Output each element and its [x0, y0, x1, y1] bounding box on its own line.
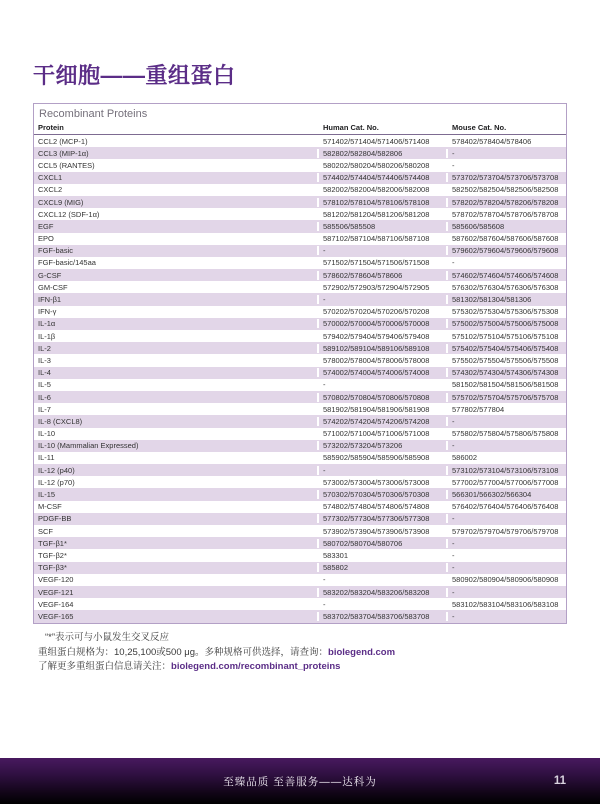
cell-human: 585506/585508 [317, 222, 446, 231]
table-row [34, 440, 566, 452]
table-row [34, 269, 566, 281]
cell-mouse: 587602/587604/587606/587608 [446, 234, 566, 243]
cell-protein: IL-15 [38, 490, 56, 500]
cell-mouse: 575802/575804/575806/575808 [446, 429, 566, 438]
cell-mouse: - [446, 612, 566, 621]
cell-mouse: 574602/574604/574606/574608 [446, 271, 566, 280]
cell-human: 580202/580204/580206/580208 [317, 161, 446, 170]
table-row [34, 318, 566, 330]
cell-mouse: - [446, 149, 566, 158]
column-header-protein: Protein [38, 123, 64, 132]
table-row [34, 208, 566, 220]
cell-mouse: - [446, 588, 566, 597]
table-row [34, 415, 566, 427]
table-row [34, 293, 566, 305]
cell-mouse: 578402/578404/578406 [446, 137, 566, 146]
cell-human: 582002/582004/582006/582008 [317, 185, 446, 194]
cell-mouse: - [446, 539, 566, 548]
table-row [34, 172, 566, 184]
cell-human: 571402/571404/571406/571408 [317, 137, 446, 146]
footnote-more-info [38, 660, 568, 675]
cell-mouse: 586002 [446, 453, 566, 462]
cell-human: - [317, 380, 446, 389]
cell-mouse: 577802/577804 [446, 405, 566, 414]
cell-human: 583202/583204/583206/583208 [317, 588, 446, 597]
biolegend-link[interactable]: biolegend.com [328, 646, 396, 658]
cell-human: 570802/570804/570806/570808 [317, 393, 446, 402]
cell-protein: FGF-basic [38, 246, 74, 256]
footnote-sizes [38, 646, 568, 661]
footer-bar [0, 758, 600, 804]
cell-protein: CXCL12 (SDF-1α) [38, 209, 100, 219]
cell-human: 581202/581204/581206/581208 [317, 210, 446, 219]
table-row [34, 428, 566, 440]
cell-human: 578102/578104/578106/578108 [317, 198, 446, 207]
cell-mouse: - [446, 563, 566, 572]
table-row [34, 476, 566, 488]
cell-human: 570302/570304/570306/570308 [317, 490, 446, 499]
cell-human: - [317, 295, 446, 304]
cell-protein: SCF [38, 526, 53, 536]
footnote-sizes-text: 重组蛋白规格为：10,25,100或500 μg。多种规格可供选择，请查询： [38, 646, 329, 658]
table-row [34, 354, 566, 366]
table-row [34, 537, 566, 549]
cell-mouse: - [446, 441, 566, 450]
cell-protein: IL-5 [38, 380, 51, 390]
cell-human: 579402/579404/579406/579408 [317, 332, 446, 341]
table-row [34, 220, 566, 232]
cell-human: 583301 [317, 551, 446, 560]
table-row [34, 501, 566, 513]
cell-human: - [317, 600, 446, 609]
table-row [34, 196, 566, 208]
cell-human: 570002/570004/570006/570008 [317, 319, 446, 328]
table-row [34, 257, 566, 269]
cell-mouse: 579602/579604/579606/579608 [446, 246, 566, 255]
cell-human: 583702/583704/583706/583708 [317, 612, 446, 621]
table-body [34, 135, 566, 623]
table-row [34, 330, 566, 342]
cell-mouse: - [446, 514, 566, 523]
cell-protein: IL-11 [38, 453, 55, 463]
cell-mouse: 575502/575504/575506/575508 [446, 356, 566, 365]
cell-mouse: 575302/575304/575306/575308 [446, 307, 566, 316]
cell-mouse: 575402/575404/575406/575408 [446, 344, 566, 353]
cell-mouse: 574302/574304/574306/574308 [446, 368, 566, 377]
cell-mouse: 573102/573104/573106/573108 [446, 466, 566, 475]
cell-mouse: 575702/575704/575706/575708 [446, 393, 566, 402]
table-row [34, 184, 566, 196]
cell-mouse: 573702/573704/573706/573708 [446, 173, 566, 182]
cell-mouse: 579702/579704/579706/579708 [446, 527, 566, 536]
cell-human: 580702/580704/580706 [317, 539, 446, 548]
cell-human: 573902/573904/573906/573908 [317, 527, 446, 536]
table-row [34, 391, 566, 403]
cell-protein: IL-8 (CXCL8) [38, 416, 83, 426]
table-row [34, 159, 566, 171]
column-header-human-cat-no: Human Cat. No. [323, 123, 379, 132]
cell-protein: FGF-basic/145aa [38, 258, 96, 268]
table-row [34, 598, 566, 610]
cell-mouse: - [446, 551, 566, 560]
cell-protein: TGF-β2* [38, 550, 67, 560]
table-row [34, 562, 566, 574]
column-header-mouse-cat-no: Mouse Cat. No. [452, 123, 507, 132]
page-number: 11 [553, 775, 566, 787]
cell-human: 578602/578604/578606 [317, 271, 446, 280]
cell-mouse: - [446, 417, 566, 426]
table-row [34, 135, 566, 147]
cell-protein: IL-12 (p70) [38, 477, 75, 487]
cell-mouse: 583102/583104/583106/583108 [446, 600, 566, 609]
recombinant-proteins-link[interactable]: biolegend.com/recombinant_proteins [171, 661, 341, 672]
cell-mouse: 578202/578204/578206/578208 [446, 198, 566, 207]
cell-protein: VEGF-120 [38, 575, 74, 585]
cell-mouse: 575002/575004/575006/575008 [446, 319, 566, 328]
cell-protein: IL-12 (p40) [38, 465, 75, 475]
cell-human: 578002/578004/578006/578008 [317, 356, 446, 365]
cell-mouse: 578702/578704/578706/578708 [446, 210, 566, 219]
table-row [34, 403, 566, 415]
table-row [34, 233, 566, 245]
cell-protein: IL-4 [38, 368, 51, 378]
cell-human: - [317, 466, 446, 475]
cell-mouse: - [446, 161, 566, 170]
table-row [34, 147, 566, 159]
cell-protein: IFN-β1 [38, 295, 62, 305]
table-row [34, 342, 566, 354]
table-header-row [34, 123, 566, 135]
cell-protein: PDGF-BB [38, 514, 72, 524]
recombinant-proteins-table [33, 103, 567, 624]
table-row [34, 513, 566, 525]
cell-protein: VEGF-165 [38, 611, 74, 621]
table-row [34, 452, 566, 464]
table-title: Recombinant Proteins [39, 108, 148, 120]
cell-mouse: 575102/575104/575106/575108 [446, 332, 566, 341]
cell-human: - [317, 575, 446, 584]
cell-protein: M-CSF [38, 502, 62, 512]
cell-human: 572902/572903/572904/572905 [317, 283, 446, 292]
footnote-cross-reactivity: “*”表示可与小鼠发生交叉反应 [45, 632, 170, 643]
cell-protein: EGF [38, 221, 54, 231]
table-row [34, 281, 566, 293]
table-row [34, 574, 566, 586]
cell-mouse: 581502/581504/581506/581508 [446, 380, 566, 389]
cell-human: 581902/581904/581906/581908 [317, 405, 446, 414]
table-row [34, 367, 566, 379]
cell-protein: CCL5 (RANTES) [38, 160, 95, 170]
cell-protein: IL-7 [38, 404, 51, 414]
cell-protein: CXCL9 (MIG) [38, 197, 84, 207]
cell-mouse: 577002/577004/577006/577008 [446, 478, 566, 487]
cell-mouse: 582502/582504/582506/582508 [446, 185, 566, 194]
cell-protein: TGF-β3* [38, 563, 67, 573]
cell-human: 574402/574404/574406/574408 [317, 173, 446, 182]
cell-protein: IL-10 [38, 429, 56, 439]
cell-human: 574002/574004/574006/574008 [317, 368, 446, 377]
cell-human: 574202/574204/574206/574208 [317, 417, 446, 426]
cell-protein: G-CSF [38, 270, 62, 280]
footer-slogan: 至臻品质 至善服务——达科为 [223, 775, 377, 788]
cell-protein: CCL2 (MCP-1) [38, 136, 88, 146]
cell-human: 573002/573004/573006/573008 [317, 478, 446, 487]
cell-protein: IL-6 [38, 392, 51, 402]
footnotes [38, 631, 568, 675]
cell-human: 589102/589104/589106/589108 [317, 344, 446, 353]
cell-protein: IL-10 (Mammalian Expressed) [38, 441, 139, 451]
table-row [34, 610, 566, 622]
cell-protein: CCL3 (MIP-1α) [38, 148, 89, 158]
cell-protein: EPO [38, 234, 54, 244]
cell-protein: CXCL1 [38, 173, 63, 183]
cell-mouse: 580902/580904/580906/580908 [446, 575, 566, 584]
table-row [34, 464, 566, 476]
cell-human: 587102/587104/587106/587108 [317, 234, 446, 243]
cell-mouse: 566301/566302/566304 [446, 490, 566, 499]
cell-protein: IFN-γ [38, 307, 57, 317]
cell-protein: VEGF-121 [38, 587, 74, 597]
cell-human: 573202/573204/573206 [317, 441, 446, 450]
table-row [34, 306, 566, 318]
cell-human: 574802/574804/574806/574808 [317, 502, 446, 511]
cell-human: 585902/585904/585906/585908 [317, 453, 446, 462]
table-row [34, 525, 566, 537]
cell-human: - [317, 246, 446, 255]
table-row [34, 379, 566, 391]
cell-protein: TGF-β1* [38, 538, 67, 548]
cell-protein: CXCL2 [38, 185, 63, 195]
table-row [34, 586, 566, 598]
cell-human: 585802 [317, 563, 446, 572]
cell-human: 582802/582804/582806 [317, 149, 446, 158]
cell-mouse: 576302/576304/576306/576308 [446, 283, 566, 292]
table-row [34, 488, 566, 500]
table-row [34, 549, 566, 561]
cell-protein: IL-1α [38, 319, 56, 329]
cell-mouse: - [446, 258, 566, 267]
footnote-more-info-text: 了解更多重组蛋白信息请关注： [38, 661, 172, 672]
table-row [34, 245, 566, 257]
cell-protein: IL-2 [38, 343, 51, 353]
cell-human: 571502/571504/571506/571508 [317, 258, 446, 267]
page-title: 干细胞——重组蛋白 [33, 62, 236, 88]
cell-protein: VEGF-164 [38, 599, 74, 609]
cell-mouse: 576402/576404/576406/576408 [446, 502, 566, 511]
cell-human: 571002/571004/571006/571008 [317, 429, 446, 438]
cell-protein: IL-3 [38, 355, 51, 365]
cell-mouse: 581302/581304/581306 [446, 295, 566, 304]
cell-protein: IL-1β [38, 331, 56, 341]
cell-human: 570202/570204/570206/570208 [317, 307, 446, 316]
cell-protein: GM-CSF [38, 282, 68, 292]
cell-human: 577302/577304/577306/577308 [317, 514, 446, 523]
cell-mouse: 585606/585608 [446, 222, 566, 231]
